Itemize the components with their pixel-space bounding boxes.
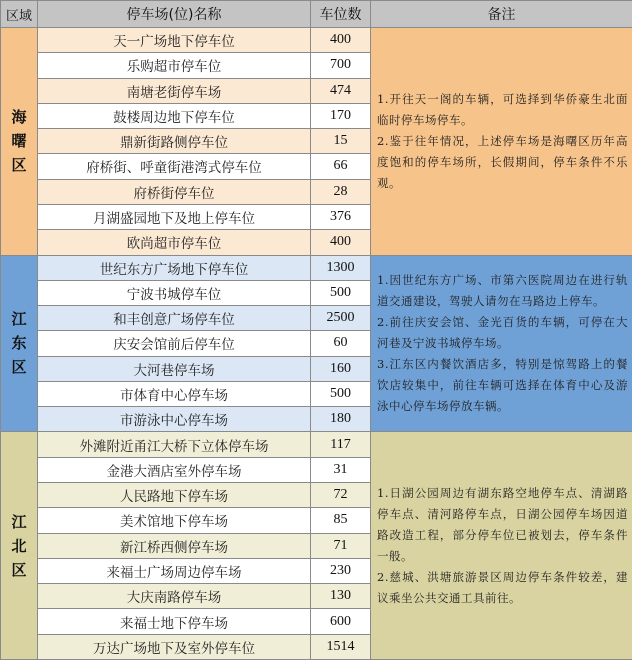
- lot-name: 大河巷停车场: [38, 356, 311, 381]
- lot-name: 世纪东方广场地下停车位: [38, 255, 311, 280]
- note-item: 2.前往庆安会馆、金光百货的车辆，可停在大河巷及宁波书城停车场。: [377, 314, 628, 350]
- note-item: 1.因世纪东方广场、市第六医院周边在进行轨道交通建设，驾驶人请勿在马路边上停车。: [377, 272, 628, 308]
- district-group-haishu: [1, 28, 632, 256]
- district-char: 江: [11, 310, 27, 329]
- lot-count: 170: [311, 103, 371, 128]
- lot-count: 600: [311, 609, 371, 634]
- lot-name: 乐购超市停车位: [38, 53, 311, 78]
- header-row: [1, 1, 632, 28]
- district-char: 区: [11, 358, 27, 377]
- lot-name: 市游泳中心停车场: [38, 407, 311, 432]
- table-row: [1, 28, 632, 53]
- lot-name: 月湖盛园地下及地上停车位: [38, 204, 311, 229]
- header-name: 停车场(位)名称: [38, 1, 311, 28]
- note-item: 1.开往天一阁的车辆，可选择到华侨豪生北面临时停车场停车。: [377, 91, 628, 127]
- lot-name: 万达广场地下及室外停车位: [38, 634, 311, 659]
- lot-count: 31: [311, 457, 371, 482]
- lot-count: 28: [311, 179, 371, 204]
- lot-name: 来福士广场周边停车场: [38, 558, 311, 583]
- lot-count: 500: [311, 381, 371, 406]
- lot-count: 230: [311, 558, 371, 583]
- lot-name: 欧尚超市停车位: [38, 230, 311, 255]
- lot-count: 2500: [311, 306, 371, 331]
- lot-name: 美术馆地下停车场: [38, 508, 311, 533]
- district-char: 海: [11, 108, 27, 127]
- district-char: 曙: [11, 132, 27, 151]
- header-district: 区域: [1, 1, 38, 28]
- lot-count: 400: [311, 28, 371, 53]
- note-item: 2.鉴于往年情况，上述停车场是海曙区历年高度饱和的停车场所，长假期间，停车条件不乐观。: [377, 133, 628, 190]
- district-group-jiangdong: [1, 255, 632, 432]
- lot-name: 市体育中心停车场: [38, 381, 311, 406]
- district-char: 北: [11, 536, 27, 555]
- lot-name: 来福士地下停车场: [38, 609, 311, 634]
- district-char: 区: [11, 560, 27, 579]
- lot-name: 南塘老街停车场: [38, 78, 311, 103]
- lot-count: 60: [311, 331, 371, 356]
- lot-name: 外滩附近甬江大桥下立体停车场: [38, 432, 311, 457]
- district-label-jiangdong: [1, 255, 38, 432]
- table-row: [1, 432, 632, 457]
- lot-count: 180: [311, 407, 371, 432]
- lot-count: 72: [311, 483, 371, 508]
- lot-count: 500: [311, 280, 371, 305]
- lot-name: 新江桥西侧停车场: [38, 533, 311, 558]
- lot-name: 天一广场地下停车位: [38, 28, 311, 53]
- district-char: 东: [11, 334, 27, 353]
- lot-name: 人民路地下停车场: [38, 483, 311, 508]
- lot-count: 1300: [311, 255, 371, 280]
- lot-count: 474: [311, 78, 371, 103]
- district-label-jiangbei: [1, 432, 38, 660]
- lot-count: 66: [311, 154, 371, 179]
- lot-count: 160: [311, 356, 371, 381]
- lot-count: 71: [311, 533, 371, 558]
- lot-count: 376: [311, 204, 371, 229]
- lot-count: 1514: [311, 634, 371, 659]
- lot-name: 庆安会馆前后停车位: [38, 331, 311, 356]
- district-group-jiangbei: [1, 432, 632, 660]
- header-count: 车位数: [311, 1, 371, 28]
- lot-count: 700: [311, 53, 371, 78]
- lot-count: 117: [311, 432, 371, 457]
- district-label-haishu: [1, 28, 38, 256]
- lot-name: 金港大酒店室外停车场: [38, 457, 311, 482]
- note-item: 2.慈城、洪塘旅游景区周边停车条件较差，建议乘坐公共交通工具前往。: [377, 569, 628, 605]
- lot-name: 宁波书城停车位: [38, 280, 311, 305]
- lot-name: 鼎新街路侧停车位: [38, 129, 311, 154]
- note-item: 3.江东区内餐饮酒店多，特别是惊驾路上的餐饮店较集中，前往车辆可选择在体育中心及游泳中心停车场停放车辆。: [377, 356, 628, 413]
- district-note-jiangbei: [371, 432, 632, 660]
- note-item: 1.日湖公园周边有湖东路空地停车点、清湖路停车点、清河路停车点，日湖公园停车场因道路改造工程，部分停车位已被划去，停车条件一般。: [377, 485, 628, 563]
- lot-count: 85: [311, 508, 371, 533]
- table-row: [1, 255, 632, 280]
- header-note: 备注: [371, 1, 632, 28]
- district-char: 区: [11, 156, 27, 175]
- district-note-jiangdong: [371, 255, 632, 432]
- lot-name: 府桥街停车位: [38, 179, 311, 204]
- district-note-haishu: [371, 28, 632, 256]
- lot-name: 鼓楼周边地下停车位: [38, 103, 311, 128]
- lot-count: 130: [311, 584, 371, 609]
- lot-name: 和丰创意广场停车位: [38, 306, 311, 331]
- lot-count: 15: [311, 129, 371, 154]
- district-char: 江: [11, 512, 27, 531]
- lot-count: 400: [311, 230, 371, 255]
- lot-name: 府桥街、呼童街港湾式停车位: [38, 154, 311, 179]
- lot-name: 大庆南路停车场: [38, 584, 311, 609]
